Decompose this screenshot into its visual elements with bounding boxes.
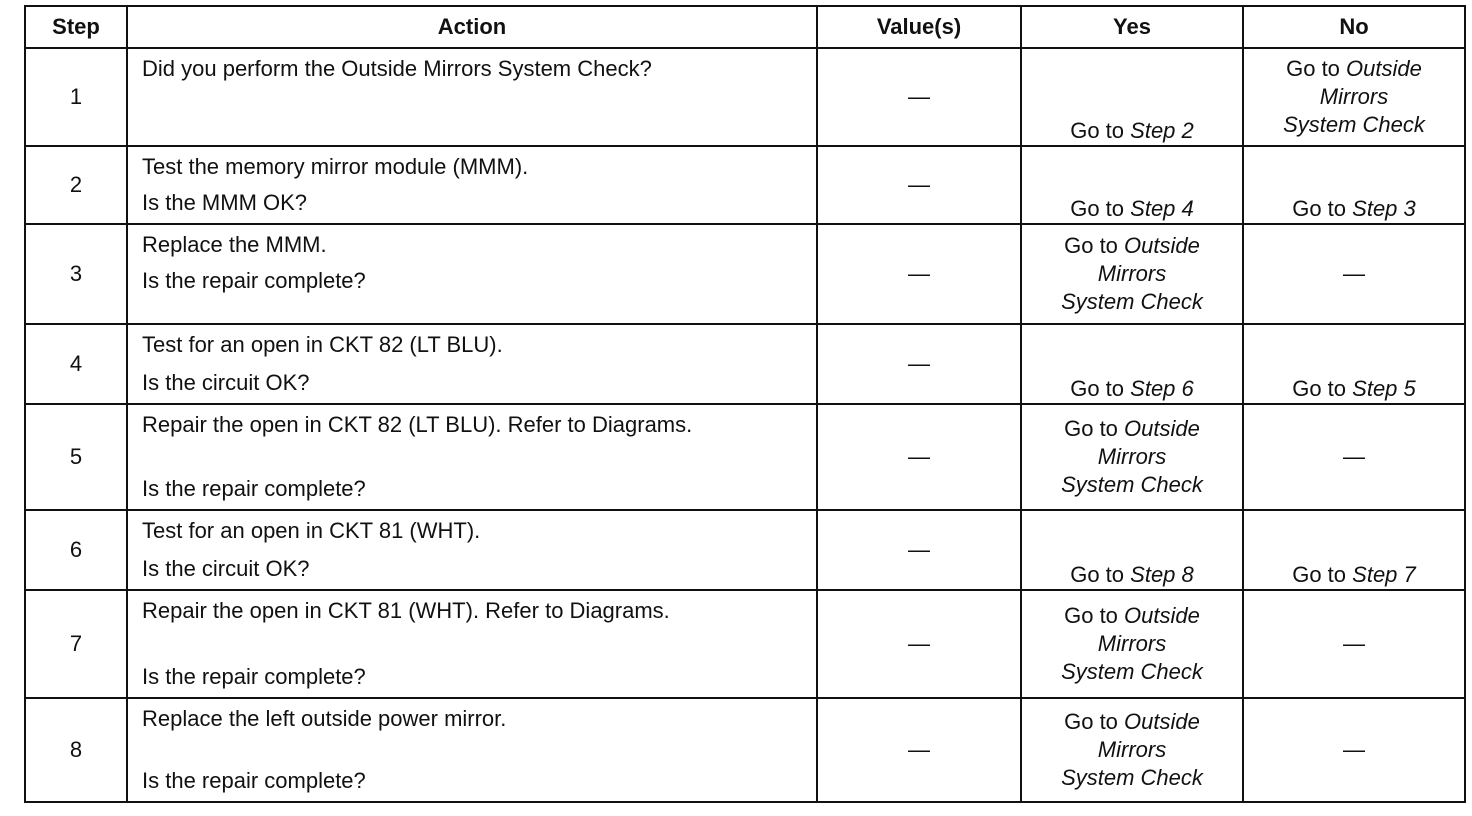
step-number: 7 — [25, 590, 127, 698]
goto-label: Go to — [1292, 562, 1347, 587]
yes-cell — [1021, 510, 1243, 590]
no-cell: — — [1243, 698, 1465, 802]
action-cell — [127, 404, 817, 510]
no-cell — [1243, 146, 1465, 224]
no-cell — [1243, 48, 1465, 146]
yes-target: Outside — [1124, 603, 1200, 628]
goto-label: Go to — [1286, 56, 1340, 81]
action-question: Is the repair complete? — [142, 268, 366, 293]
no-target: Step 5 — [1352, 376, 1416, 401]
no-target: Outside — [1346, 56, 1422, 81]
yes-cell — [1021, 324, 1243, 404]
yes-target: Outside — [1124, 709, 1200, 734]
action-question: Is the circuit OK? — [142, 556, 310, 581]
yes-cell — [1021, 590, 1243, 698]
yes-cell — [1021, 224, 1243, 324]
value-cell: — — [817, 404, 1021, 510]
table-row — [25, 590, 1465, 698]
action-cell — [127, 510, 817, 590]
step-number: 2 — [25, 146, 127, 224]
value-cell: — — [817, 324, 1021, 404]
action-cell — [127, 590, 817, 698]
yes-cell — [1021, 698, 1243, 802]
step-number: 3 — [25, 224, 127, 324]
value-cell: — — [817, 146, 1021, 224]
goto-label: Go to — [1292, 196, 1347, 221]
yes-target-line3: System Check — [1061, 472, 1203, 497]
diagnostic-table — [24, 5, 1466, 803]
table-row — [25, 146, 1465, 224]
header-action: Action — [127, 6, 817, 48]
no-target-line3: System Check — [1283, 112, 1425, 137]
action-text: Repair the open in CKT 81 (WHT). Refer to Diagrams. — [142, 598, 670, 623]
value-cell: — — [817, 510, 1021, 590]
yes-target: Outside — [1124, 233, 1200, 258]
header-no: No — [1243, 6, 1465, 48]
yes-target: Step 4 — [1130, 196, 1194, 221]
goto-label: Go to — [1064, 603, 1118, 628]
table-row — [25, 324, 1465, 404]
header-yes: Yes — [1021, 6, 1243, 48]
table-row — [25, 404, 1465, 510]
yes-cell — [1021, 146, 1243, 224]
yes-target-line2: Mirrors — [1097, 737, 1167, 762]
no-cell: — — [1243, 224, 1465, 324]
yes-target-line2: Mirrors — [1097, 631, 1167, 656]
step-number: 1 — [25, 48, 127, 146]
action-question: Is the MMM OK? — [142, 190, 308, 215]
value-cell: — — [817, 590, 1021, 698]
goto-label: Go to — [1064, 233, 1118, 258]
goto-label: Go to — [1070, 118, 1125, 143]
action-text: Replace the MMM. — [142, 232, 327, 257]
goto-label: Go to — [1064, 709, 1118, 734]
action-text: Did you perform the Outside Mirrors System Check? — [142, 56, 652, 81]
goto-label: Go to — [1070, 562, 1125, 587]
value-cell: — — [817, 48, 1021, 146]
goto-label: Go to — [1292, 376, 1347, 401]
action-cell — [127, 224, 817, 324]
yes-target: Step 2 — [1130, 118, 1194, 143]
yes-target-line3: System Check — [1061, 765, 1203, 790]
no-cell — [1243, 510, 1465, 590]
no-cell — [1243, 324, 1465, 404]
goto-label: Go to — [1070, 376, 1125, 401]
step-number: 5 — [25, 404, 127, 510]
yes-target-line2: Mirrors — [1097, 261, 1167, 286]
value-cell: — — [817, 224, 1021, 324]
table-row — [25, 510, 1465, 590]
action-question: Is the repair complete? — [142, 768, 366, 793]
header-values: Value(s) — [817, 6, 1021, 48]
yes-target-line2: Mirrors — [1097, 444, 1167, 469]
table-row — [25, 698, 1465, 802]
action-text: Test for an open in CKT 81 (WHT). — [142, 518, 481, 543]
yes-target: Step 6 — [1130, 376, 1194, 401]
value-cell: — — [817, 698, 1021, 802]
yes-target-line3: System Check — [1061, 289, 1203, 314]
no-cell: — — [1243, 590, 1465, 698]
step-number: 4 — [25, 324, 127, 404]
action-cell — [127, 698, 817, 802]
header-step: Step — [25, 6, 127, 48]
action-cell — [127, 324, 817, 404]
action-question: Is the circuit OK? — [142, 370, 310, 395]
yes-target-line3: System Check — [1061, 659, 1203, 684]
table-row — [25, 48, 1465, 146]
action-question: Is the repair complete? — [142, 476, 366, 501]
action-text: Replace the left outside power mirror. — [142, 706, 507, 731]
action-text: Test for an open in CKT 82 (LT BLU). — [142, 332, 503, 357]
header-row — [25, 6, 1465, 48]
goto-label: Go to — [1064, 416, 1118, 441]
no-cell: — — [1243, 404, 1465, 510]
action-question: Is the repair complete? — [142, 664, 366, 689]
action-cell — [127, 146, 817, 224]
yes-cell — [1021, 404, 1243, 510]
goto-label: Go to — [1070, 196, 1125, 221]
no-target: Step 7 — [1352, 562, 1416, 587]
action-cell — [127, 48, 817, 146]
step-number: 6 — [25, 510, 127, 590]
table-row — [25, 224, 1465, 324]
action-text: Test the memory mirror module (MMM). — [142, 154, 529, 179]
action-text: Repair the open in CKT 82 (LT BLU). Refer to Diagrams. — [142, 412, 693, 437]
yes-target: Outside — [1124, 416, 1200, 441]
no-target: Step 3 — [1352, 196, 1416, 221]
no-target-line2: Mirrors — [1319, 84, 1389, 109]
yes-target: Step 8 — [1130, 562, 1194, 587]
yes-cell — [1021, 48, 1243, 146]
step-number: 8 — [25, 698, 127, 802]
